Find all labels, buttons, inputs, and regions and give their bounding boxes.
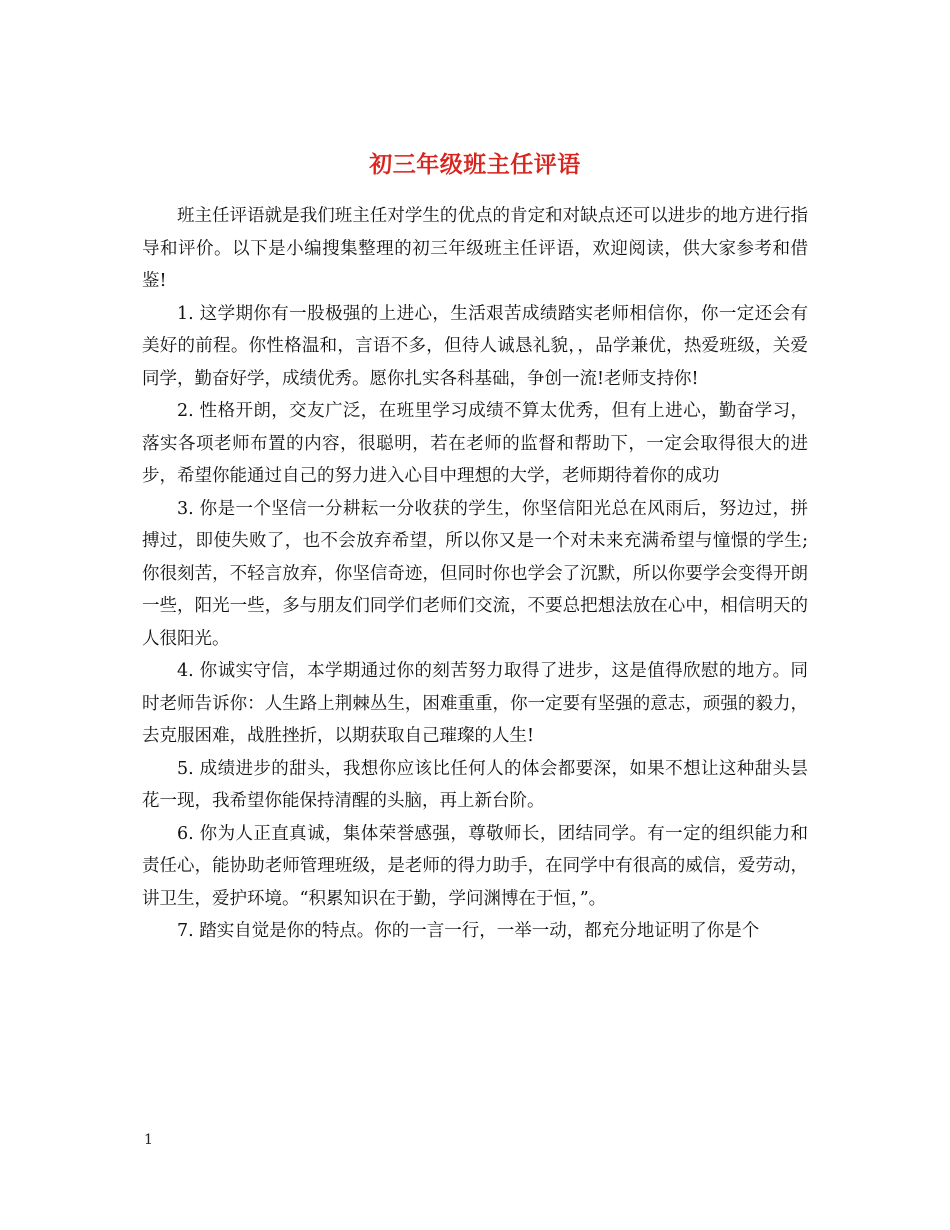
comment-paragraph-5: 5. 成绩进步的甜头，我想你应该比任何人的体会都要深，如果不想让这种甜头昙花一现，我希望你能保持清醒的头脑，再上新台阶。 xyxy=(142,758,808,811)
page-title: 初三年级班主任评语 xyxy=(369,151,581,179)
comment-paragraph-1: 1. 这学期你有一股极强的上进心，生活艰苦成绩踏实老师相信你，你一定还会有美好的前程。你性格温和，言语不多，但待人诚恳礼貌，，品学兼优，热爱班级，关爱同学，勤奋好学，成绩优秀。愿你扎实各科基础，争创一流!老师支持你! xyxy=(142,303,808,389)
comment-paragraph-4: 4. 你诚实守信，本学期通过你的刻苦努力取得了进步，这是值得欣慰的地方。同时老师告诉你：人生路上荆棘丛生，困难重重，你一定要有坚强的意志，顽强的毅力，去克服困难，战胜挫折，以期获取自己璀璨的人生! xyxy=(142,661,808,746)
comment-paragraph-2: 2. 性格开朗，交友广泛，在班里学习成绩不算太优秀，但有上进心，勤奋学习，落实各项老师布置的内容，很聪明，若在老师的监督和帮助下，一定会取得很大的进步，希望你能通过自己的努力进入心目中理想的大学，老师期待着你的成功 xyxy=(142,401,808,486)
comment-paragraph-3: 3. 你是一个坚信一分耕耘一分收获的学生，你坚信阳光总在风雨后，努边过，拼搏过，即使失败了，也不会放弃希望，所以你又是一个对未来充满希望与憧憬的学生;你很刻苦，不轻言放弃，你坚信奇迹，但同时你也学会了沉默，所以你要学会变得开朗一些，阳光一些，多与朋友们同学们老师们交流，不要总把想法放在心中，相信明天的人很阳光。 xyxy=(142,498,808,649)
document-body xyxy=(142,200,808,948)
comment-paragraph-6: 6. 你为人正直真诚，集体荣誉感强，尊敬师长，团结同学。有一定的组织能力和责任心，能协助老师管理班级，是老师的得力助手，在同学中有很高的威信，爱劳动，讲卫生，爱护环境。“积累知识在于勤，学问渊博在于恒，”。 xyxy=(142,823,808,909)
comment-paragraph-7: 7. 踏实自觉是你的特点。你的一言一行，一举一动，都充分地证明了你是个 xyxy=(177,921,760,941)
intro-paragraph: 班主任评语就是我们班主任对学生的优点的肯定和对缺点还可以进步的地方进行指导和评价。以下是小编搜集整理的初三年级班主任评语，欢迎阅读，供大家参考和借鉴! xyxy=(142,206,808,291)
page-number: 1 xyxy=(144,1132,153,1148)
